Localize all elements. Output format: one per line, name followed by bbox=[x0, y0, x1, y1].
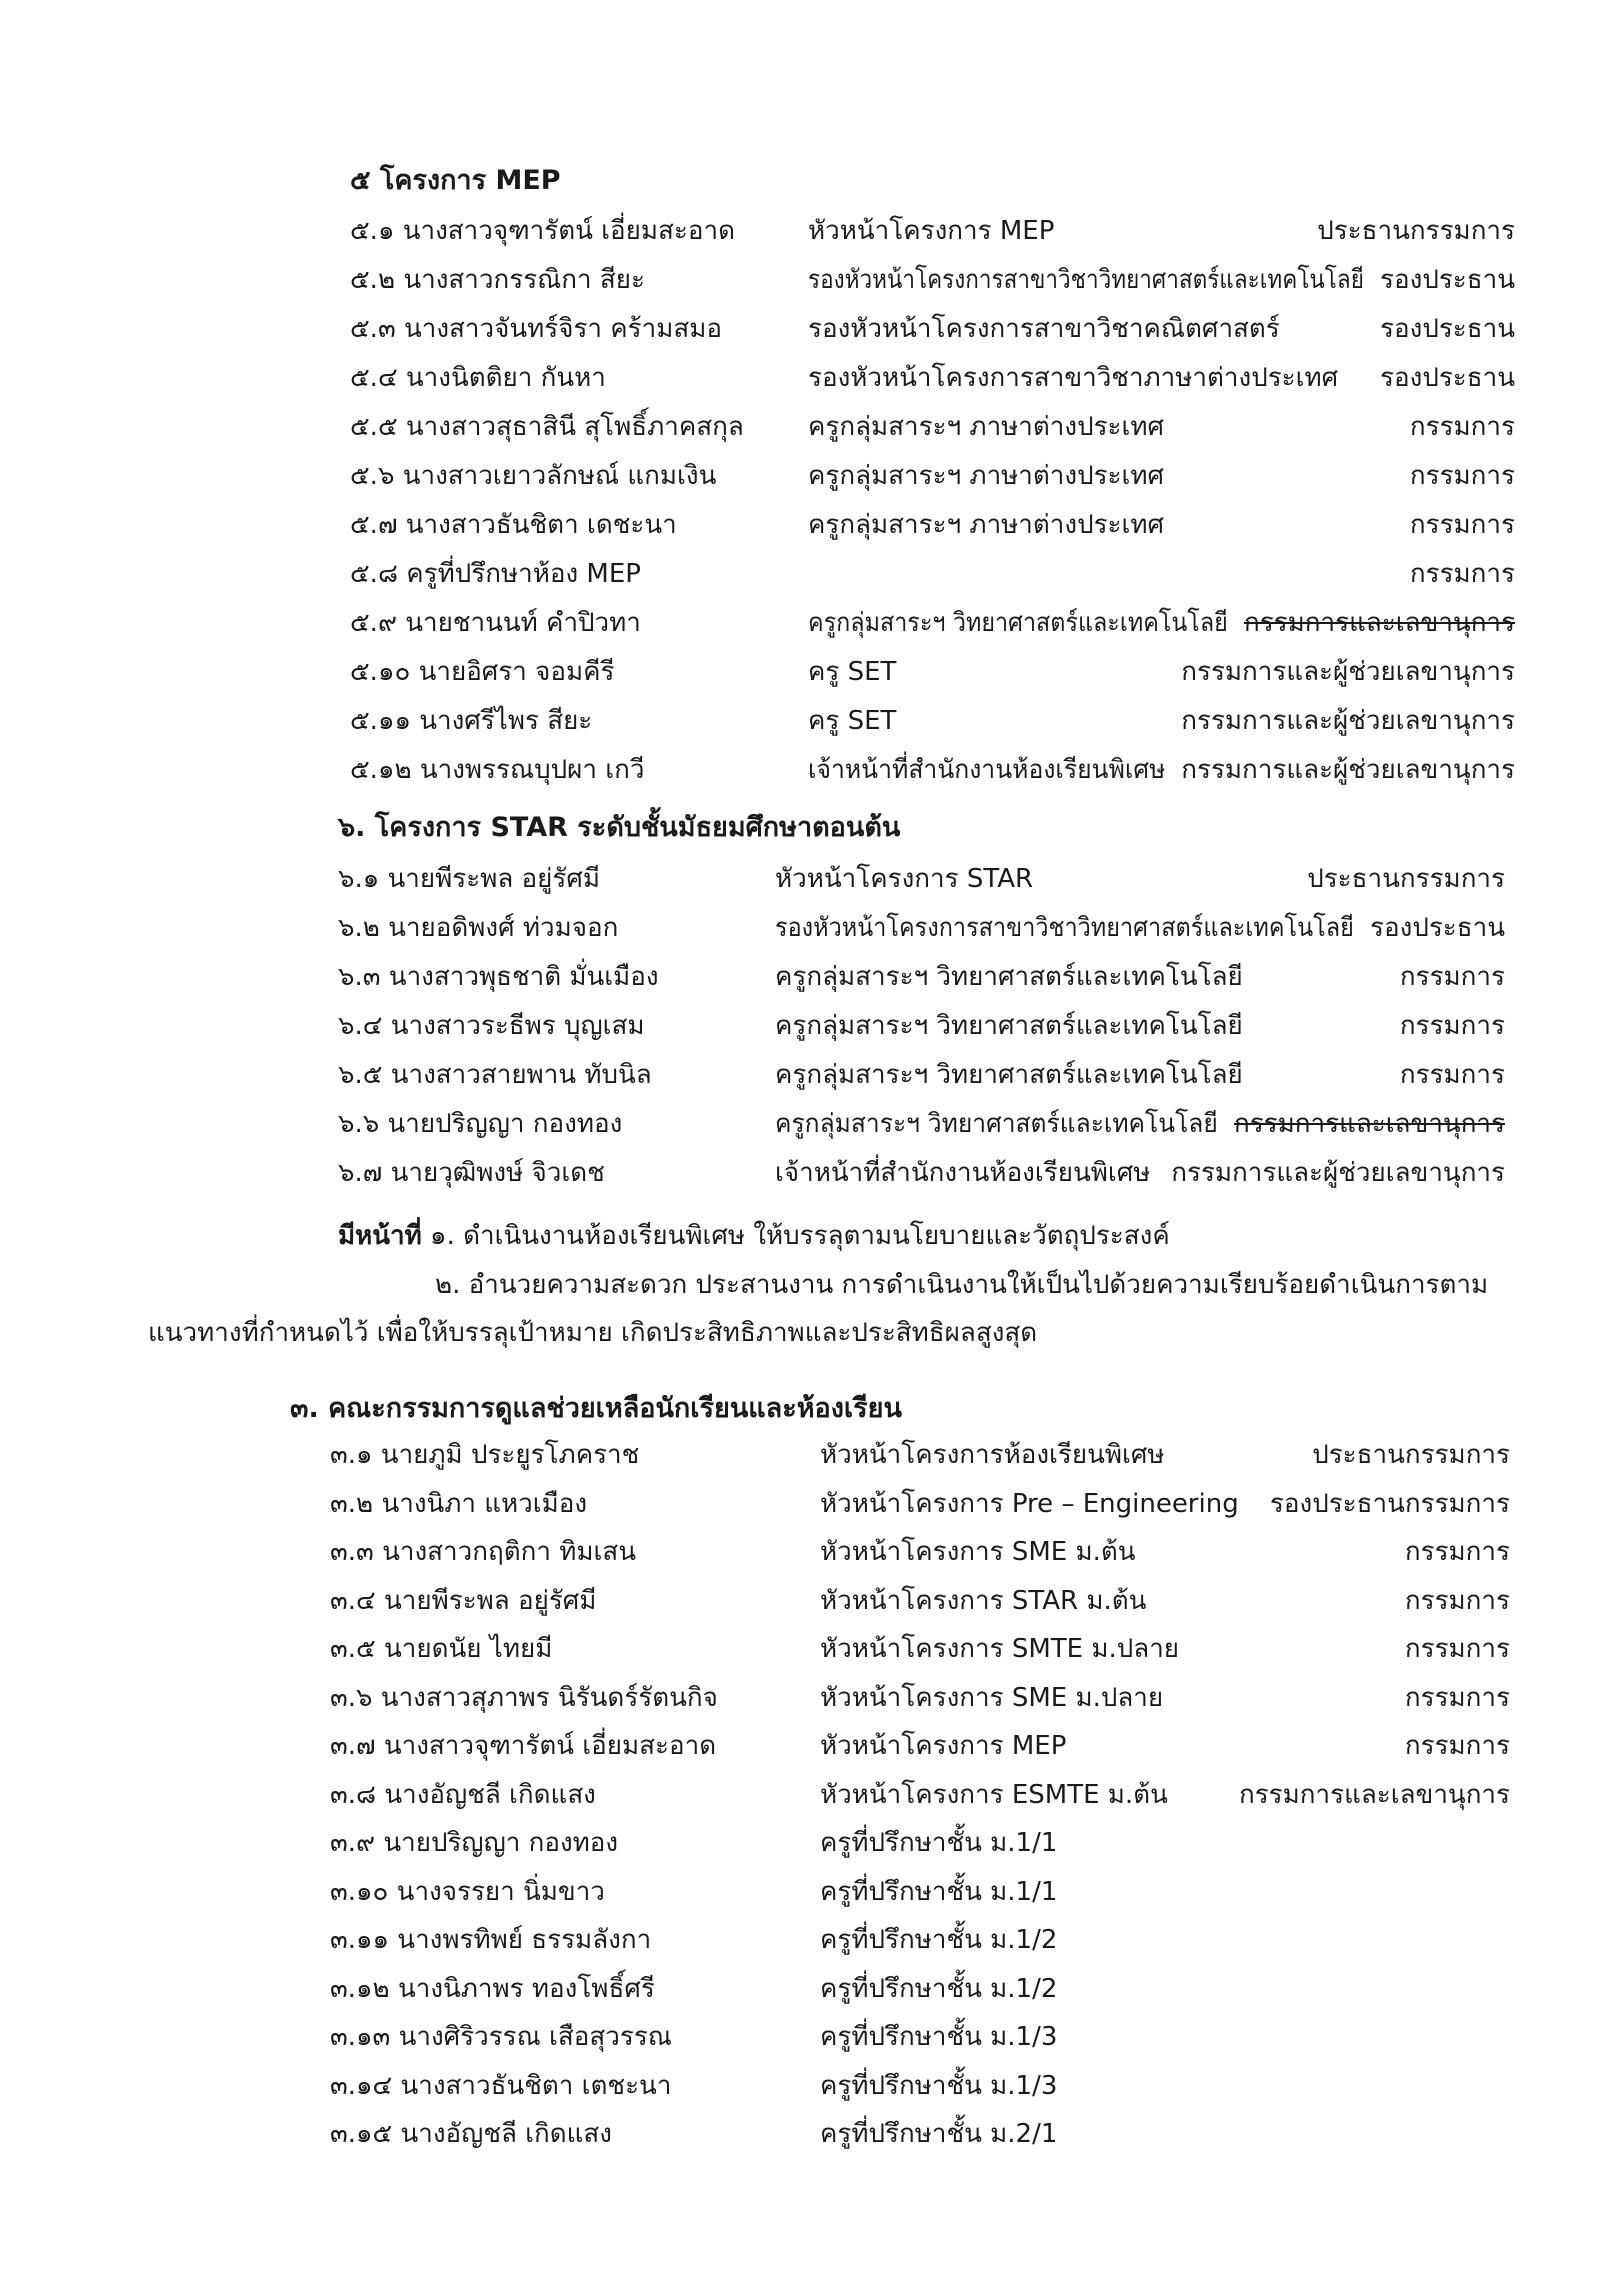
member-position: ครูที่ปรึกษาชั้น ม.1/2 bbox=[820, 1973, 1058, 2004]
member-name: ๓.๖ นางสาวสุภาพร นิรันดร์รัตนกิจ bbox=[330, 1682, 718, 1713]
member-position: หัวหน้าโครงการ SME ม.ต้น bbox=[820, 1537, 1136, 1567]
member-position: เจ้าหน้าที่สำนักงานห้องเรียนพิเศษ bbox=[775, 1158, 1151, 1188]
member-row bbox=[0, 1626, 1600, 1672]
member-name: ๓.๘ นางอัญชลี เกิดแสง bbox=[330, 1779, 596, 1810]
member-name: ๖.๕ นางสาวสายพาน ทับนิล bbox=[338, 1060, 652, 1090]
member-row bbox=[0, 1675, 1600, 1721]
section6-title: ๖. โครงการ STAR ระดับชั้นมัธยมศึกษาตอนต้น bbox=[338, 812, 901, 843]
member-position: รองหัวหน้าโครงการสาขาวิชาวิทยาศาสตร์และเทคโนโลยี bbox=[775, 913, 1354, 943]
member-row bbox=[0, 747, 1600, 793]
member-row bbox=[0, 1150, 1600, 1196]
member-role: รองประธาน bbox=[1380, 265, 1515, 295]
member-row bbox=[0, 600, 1600, 646]
member-role: กรรมการ bbox=[1404, 1585, 1510, 1616]
member-name: ๓.๔ นายพีระพล อยู่รัศมี bbox=[330, 1585, 597, 1616]
member-name: ๓.๙ นายปริญญา กองทอง bbox=[330, 1828, 619, 1858]
member-role: กรรมการ bbox=[1409, 510, 1515, 540]
member-position: หัวหน้าโครงการ SMTE ม.ปลาย bbox=[820, 1634, 1180, 1664]
member-row bbox=[0, 2063, 1600, 2109]
member-row bbox=[0, 649, 1600, 695]
member-name: ๓.๑๑ นางพรทิพย์ ธรรมลังกา bbox=[330, 1925, 652, 1955]
member-position: ครูที่ปรึกษาชั้น ม.2/1 bbox=[820, 2119, 1058, 2149]
member-name: ๓.๑๓ นางศิริวรรณ เสือสุวรรณ bbox=[330, 2022, 672, 2052]
member-position: รองหัวหน้าโครงการสาขาวิชาภาษาต่างประเทศ bbox=[808, 363, 1339, 393]
member-name: ๓.๑๒ นางนิภาพร ทองโพธิ์ศรี bbox=[330, 1973, 655, 2004]
member-role: รองประธาน bbox=[1380, 363, 1515, 393]
member-role: กรรมการ bbox=[1404, 1731, 1510, 1761]
member-row bbox=[0, 257, 1600, 303]
member-position: หัวหน้าโครงการ STAR bbox=[775, 864, 1034, 894]
member-row bbox=[0, 404, 1600, 450]
member-role: กรรมการ bbox=[1404, 1682, 1510, 1713]
section5-title: ๕ โครงการ MEP bbox=[350, 165, 561, 196]
member-name: ๓.๑๕ นางอัญชลี เกิดแสง bbox=[330, 2119, 613, 2149]
member-position: ครูกลุ่มสาระฯ ภาษาต่างประเทศ bbox=[808, 510, 1165, 540]
member-position: หัวหน้าโครงการ MEP bbox=[808, 216, 1055, 246]
member-row bbox=[0, 1101, 1600, 1147]
member-role: กรรมการ bbox=[1409, 559, 1515, 589]
member-position: รองหัวหน้าโครงการสาขาวิชาวิทยาศาสตร์และเทคโนโลยี bbox=[808, 265, 1364, 295]
member-position: ครูที่ปรึกษาชั้น ม.1/1 bbox=[820, 1828, 1058, 1858]
member-position: ครูที่ปรึกษาชั้น ม.1/2 bbox=[820, 1925, 1058, 1955]
member-position: หัวหน้าโครงการ Pre – Engineering bbox=[820, 1488, 1239, 1519]
member-row bbox=[0, 1723, 1600, 1769]
member-name: ๕.๑๐ นายอิศรา จอมคีรี bbox=[350, 657, 615, 687]
member-name: ๕.๕ นางสาวสุธาสินี สุโพธิ์ภาคสกุล bbox=[350, 412, 744, 442]
member-row bbox=[0, 1003, 1600, 1049]
member-name: ๓.๑๔ นางสาวธันชิตา เตชะนา bbox=[330, 2070, 672, 2101]
duty-item-1: ๑. ดำเนินงานห้องเรียนพิเศษ ให้บรรลุตามนโยบายและวัตถุประสงค์ bbox=[421, 1221, 1170, 1251]
member-position: ครูกลุ่มสาระฯ วิทยาศาสตร์และเทคโนโลยี bbox=[775, 1109, 1218, 1139]
member-role: กรรมการและผู้ช่วยเลขานุการ bbox=[1181, 755, 1515, 785]
member-position: หัวหน้าโครงการ SME ม.ปลาย bbox=[820, 1682, 1164, 1713]
member-position: ครู SET bbox=[808, 706, 897, 736]
member-name: ๓.๑ นายภูมิ ประยูรโภคราช bbox=[330, 1440, 640, 1470]
member-role: ประธานกรรมการ bbox=[1312, 1440, 1510, 1470]
member-position: ครูกลุ่มสาระฯ ภาษาต่างประเทศ bbox=[808, 461, 1165, 491]
member-row bbox=[0, 355, 1600, 401]
member-role: รองประธาน bbox=[1370, 913, 1505, 943]
member-role: กรรมการ bbox=[1399, 1060, 1505, 1090]
member-role: รองประธานกรรมการ bbox=[1269, 1488, 1510, 1519]
member-row bbox=[0, 1772, 1600, 1818]
member-position: ครูที่ปรึกษาชั้น ม.1/1 bbox=[820, 1876, 1058, 1907]
duty-line-1 bbox=[338, 1213, 1170, 1259]
member-name: ๖.๖ นายปริญญา กองทอง bbox=[338, 1109, 623, 1139]
member-row bbox=[0, 1869, 1600, 1915]
member-role: กรรมการและผู้ช่วยเลขานุการ bbox=[1171, 1158, 1505, 1188]
member-name: ๕.๔ นางนิตติยา กันหา bbox=[350, 363, 606, 393]
member-name: ๓.๓ นางสาวกฤติกา ทิมเสน bbox=[330, 1537, 636, 1567]
member-position: ครูกลุ่มสาระฯ วิทยาศาสตร์และเทคโนโลยี bbox=[808, 608, 1228, 638]
member-row bbox=[0, 1481, 1600, 1527]
member-row bbox=[0, 1578, 1600, 1624]
duty-label: มีหน้าที่ bbox=[338, 1221, 422, 1251]
member-row bbox=[0, 954, 1600, 1000]
member-name: ๕.๙ นายชานนท์ คำปิวทา bbox=[350, 608, 641, 638]
member-name: ๖.๓ นางสาวพุธชาติ มั่นเมือง bbox=[338, 962, 659, 992]
member-row bbox=[0, 502, 1600, 548]
member-row bbox=[0, 453, 1600, 499]
member-position: ครูที่ปรึกษาชั้น ม.1/3 bbox=[820, 2070, 1058, 2101]
member-name: ๓.๒ นางนิภา แหวเมือง bbox=[330, 1488, 588, 1519]
member-position: ครูกลุ่มสาระฯ วิทยาศาสตร์และเทคโนโลยี bbox=[775, 962, 1243, 992]
member-name: ๖.๔ นางสาวระธีพร บุญเสม bbox=[338, 1011, 645, 1041]
member-name: ๖.๑ นายพีระพล อยู่รัศมี bbox=[338, 864, 601, 894]
member-role: กรรมการ bbox=[1399, 962, 1505, 992]
member-position: เจ้าหน้าที่สำนักงานห้องเรียนพิเศษ bbox=[808, 755, 1166, 785]
member-row bbox=[0, 698, 1600, 744]
member-row bbox=[0, 1820, 1600, 1866]
member-row bbox=[0, 1529, 1600, 1575]
member-row bbox=[0, 2014, 1600, 2060]
member-name: ๕.๘ ครูที่ปรึกษาห้อง MEP bbox=[350, 559, 641, 589]
member-position: ครูกลุ่มสาระฯ ภาษาต่างประเทศ bbox=[808, 412, 1165, 442]
member-row bbox=[0, 856, 1600, 902]
member-role: รองประธาน bbox=[1380, 314, 1515, 344]
member-position: ครู SET bbox=[808, 657, 897, 687]
member-position: หัวหน้าโครงการห้องเรียนพิเศษ bbox=[820, 1440, 1165, 1470]
member-role: กรรมการ bbox=[1404, 1634, 1510, 1664]
member-name: ๓.๗ นางสาวจุฑารัตน์ เอี่ยมสะอาด bbox=[330, 1731, 717, 1761]
member-position: รองหัวหน้าโครงการสาขาวิชาคณิตศาสตร์ bbox=[808, 314, 1280, 344]
member-role: กรรมการ bbox=[1404, 1537, 1510, 1567]
member-name: ๕.๗ นางสาวธันชิตา เดชะนา bbox=[350, 510, 677, 540]
member-row bbox=[0, 905, 1600, 951]
member-row bbox=[0, 306, 1600, 352]
member-role: กรรมการ bbox=[1409, 461, 1515, 491]
member-role: กรรมการและเลขานุการ bbox=[1243, 608, 1515, 638]
member-name: ๓.๑๐ นางจรรยา นิ่มขาว bbox=[330, 1876, 605, 1907]
member-role: กรรมการและผู้ช่วยเลขานุการ bbox=[1181, 657, 1515, 687]
member-position: หัวหน้าโครงการ MEP bbox=[820, 1731, 1067, 1761]
duty-item-2-line-2: แนวทางที่กำหนดไว้ เพื่อให้บรรลุเป้าหมาย เกิดประสิทธิภาพและประสิทธิผลสูงสุด bbox=[148, 1318, 1038, 1348]
member-position: ครูที่ปรึกษาชั้น ม.1/3 bbox=[820, 2022, 1058, 2052]
member-role: กรรมการ bbox=[1399, 1011, 1505, 1041]
duty-item-2-line-1: ๒. อำนวยความสะดวก ประสานงาน การดำเนินงานให้เป็นไปด้วยความเรียบร้อยดำเนินการตาม bbox=[435, 1270, 1489, 1300]
member-role: ประธานกรรมการ bbox=[1317, 216, 1515, 246]
member-position: หัวหน้าโครงการ STAR ม.ต้น bbox=[820, 1585, 1147, 1616]
member-row bbox=[0, 2111, 1600, 2157]
member-name: ๖.๒ นายอดิพงศ์ ท่วมจอก bbox=[338, 913, 619, 943]
section3-title: ๓. คณะกรรมการดูแลช่วยเหลือนักเรียนและห้องเรียน bbox=[290, 1393, 902, 1424]
member-row bbox=[0, 208, 1600, 254]
member-row bbox=[0, 551, 1600, 597]
member-role: ประธานกรรมการ bbox=[1307, 864, 1505, 894]
member-row bbox=[0, 1432, 1600, 1478]
member-name: ๕.๓ นางสาวจันทร์จิรา คร้ามสมอ bbox=[350, 314, 723, 344]
member-position: หัวหน้าโครงการ ESMTE ม.ต้น bbox=[820, 1779, 1168, 1810]
member-name: ๓.๕ นายดนัย ไทยมี bbox=[330, 1634, 553, 1664]
member-name: ๕.๑๒ นางพรรณบุปผา เกวี bbox=[350, 755, 645, 785]
member-role: กรรมการและผู้ช่วยเลขานุการ bbox=[1181, 706, 1515, 736]
member-name: ๕.๑ นางสาวจุฑารัตน์ เอี่ยมสะอาด bbox=[350, 216, 735, 246]
member-position: ครูกลุ่มสาระฯ วิทยาศาสตร์และเทคโนโลยี bbox=[775, 1011, 1243, 1041]
member-role: กรรมการ bbox=[1409, 412, 1515, 442]
member-role: กรรมการและเลขานุการ bbox=[1238, 1779, 1510, 1810]
member-name: ๕.๖ นางสาวเยาวลักษณ์ แกมเงิน bbox=[350, 461, 717, 491]
member-row bbox=[0, 1966, 1600, 2012]
member-name: ๖.๗ นายวุฒิพงษ์ จิวเดช bbox=[338, 1158, 605, 1188]
member-name: ๕.๒ นางสาวกรรณิกา สียะ bbox=[350, 265, 645, 295]
member-row bbox=[0, 1917, 1600, 1963]
member-name: ๕.๑๑ นางศรีไพร สียะ bbox=[350, 706, 593, 736]
member-role: กรรมการและเลขานุการ bbox=[1233, 1109, 1505, 1139]
member-position: ครูกลุ่มสาระฯ วิทยาศาสตร์และเทคโนโลยี bbox=[775, 1060, 1243, 1090]
member-row bbox=[0, 1052, 1600, 1098]
